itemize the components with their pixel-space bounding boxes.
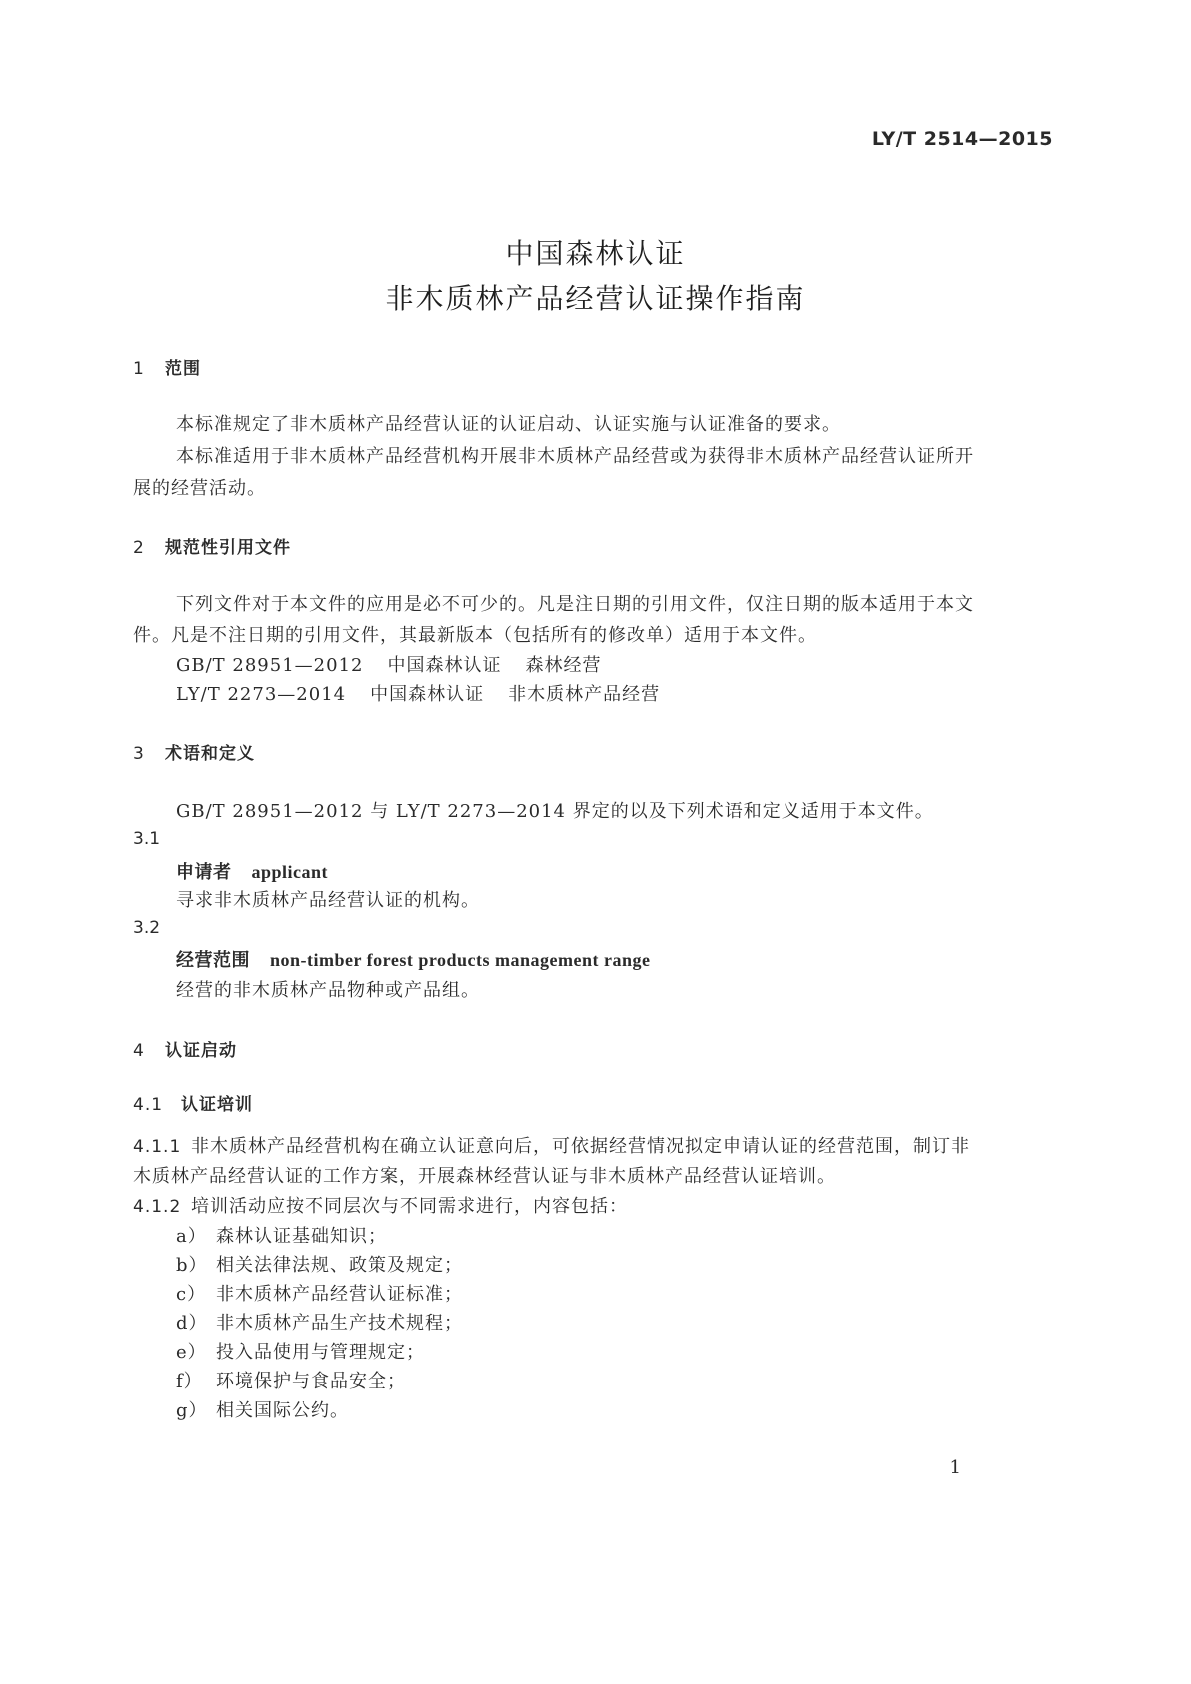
term-number: 3.2 [133,918,161,938]
reference-item [176,651,601,677]
title-line-1: 中国森林认证 [505,237,686,270]
section-4-heading [133,1036,237,1061]
list-text: 环境保护与食品安全； [216,1371,406,1392]
document-code: LY/T 2514—2015 [871,128,1053,150]
term-name [176,946,650,972]
scope-paragraph-2: 本标准适用于非木质林产品经营机构开展非木质林产品经营或为获得非木质林产品经营认证所开 [176,446,974,467]
scope-paragraph-2-cont: 展的经营活动。 [133,478,266,499]
term-name [176,858,328,884]
term-name-en: applicant [251,862,329,882]
subsection-4-1-heading [133,1090,253,1115]
clause-number: 4.1.1 [133,1137,182,1157]
list-marker: d） [176,1313,208,1334]
term-name-zh: 经营范围 [176,950,250,971]
clause-4-1-1-cont: 木质林产品经营认证的工作方案，开展森林经营认证与非木质林产品经营认证培训。 [133,1166,836,1187]
list-text: 相关国际公约。 [216,1400,349,1421]
list-marker: a） [176,1226,207,1247]
list-text: 相关法律法规、政策及规定； [216,1255,463,1276]
scope-paragraph-1: 本标准规定了非木质林产品经营认证的认证启动、认证实施与认证准备的要求。 [176,414,841,435]
section-number: 1 [133,359,145,379]
section-title: 术语和定义 [165,744,255,764]
clause-4-1-1 [133,1132,970,1158]
clause-text: 培训活动应按不同层次与不同需求进行，内容包括： [191,1196,628,1217]
list-item [176,1280,463,1306]
section-title: 范围 [165,359,201,379]
reference-title: 中国森林认证 [370,684,485,705]
term-definition: 经营的非木质林产品物种或产品组。 [176,980,480,1001]
reference-subtitle: 森林经营 [525,655,602,676]
reference-code: LY/T 2273—2014 [176,684,347,705]
reference-item [176,680,660,706]
section-number: 2 [133,538,145,558]
clause-text: 非木质林产品经营机构在确立认证意向后，可依据经营情况拟定申请认证的经营范围，制订非 [191,1136,970,1157]
terms-intro: GB/T 28951—2012 与 LY/T 2273—2014 界定的以及下列术语和定义适用于本文件。 [176,801,934,822]
clause-4-1-2 [133,1192,628,1218]
list-item [176,1338,425,1364]
section-number: 3 [133,744,145,764]
section-title: 规范性引用文件 [165,538,291,558]
list-text: 非木质林产品经营认证标准； [216,1284,463,1305]
list-marker: g） [176,1400,208,1421]
reference-subtitle: 非木质林产品经营 [508,684,661,705]
section-number: 4 [133,1041,145,1061]
list-marker: b） [176,1255,208,1276]
subsection-number: 4.1 [133,1095,164,1115]
list-item [176,1367,406,1393]
references-intro: 下列文件对于本文件的应用是必不可少的。凡是注日期的引用文件，仅注日期的版本适用于本文 [176,594,974,615]
reference-code: GB/T 28951—2012 [176,655,364,676]
list-item [176,1222,387,1248]
section-2-heading [133,533,291,558]
list-item [176,1396,349,1422]
subsection-title: 认证培训 [181,1095,253,1115]
list-item [176,1251,463,1277]
references-intro-cont: 件。凡是不注日期的引用文件，其最新版本（包括所有的修改单）适用于本文件。 [133,625,817,646]
list-text: 森林认证基础知识； [216,1226,387,1247]
list-text: 非木质林产品生产技术规程； [216,1313,463,1334]
term-name-en: non-timber forest products management range [270,950,651,970]
clause-number: 4.1.2 [133,1197,182,1217]
section-title: 认证启动 [165,1041,237,1061]
title-line-2: 非木质林产品经营认证操作指南 [385,282,806,315]
list-text: 投入品使用与管理规定； [216,1342,425,1363]
page-number: 1 [949,1457,961,1478]
section-1-heading [133,354,201,379]
list-marker: e） [176,1342,207,1363]
list-item [176,1309,463,1335]
section-3-heading [133,739,255,764]
term-number: 3.1 [133,829,161,849]
reference-title: 中国森林认证 [387,655,502,676]
list-marker: f） [176,1371,203,1392]
term-name-zh: 申请者 [176,862,232,883]
list-marker: c） [176,1284,207,1305]
term-definition: 寻求非木质林产品经营认证的机构。 [176,890,480,911]
